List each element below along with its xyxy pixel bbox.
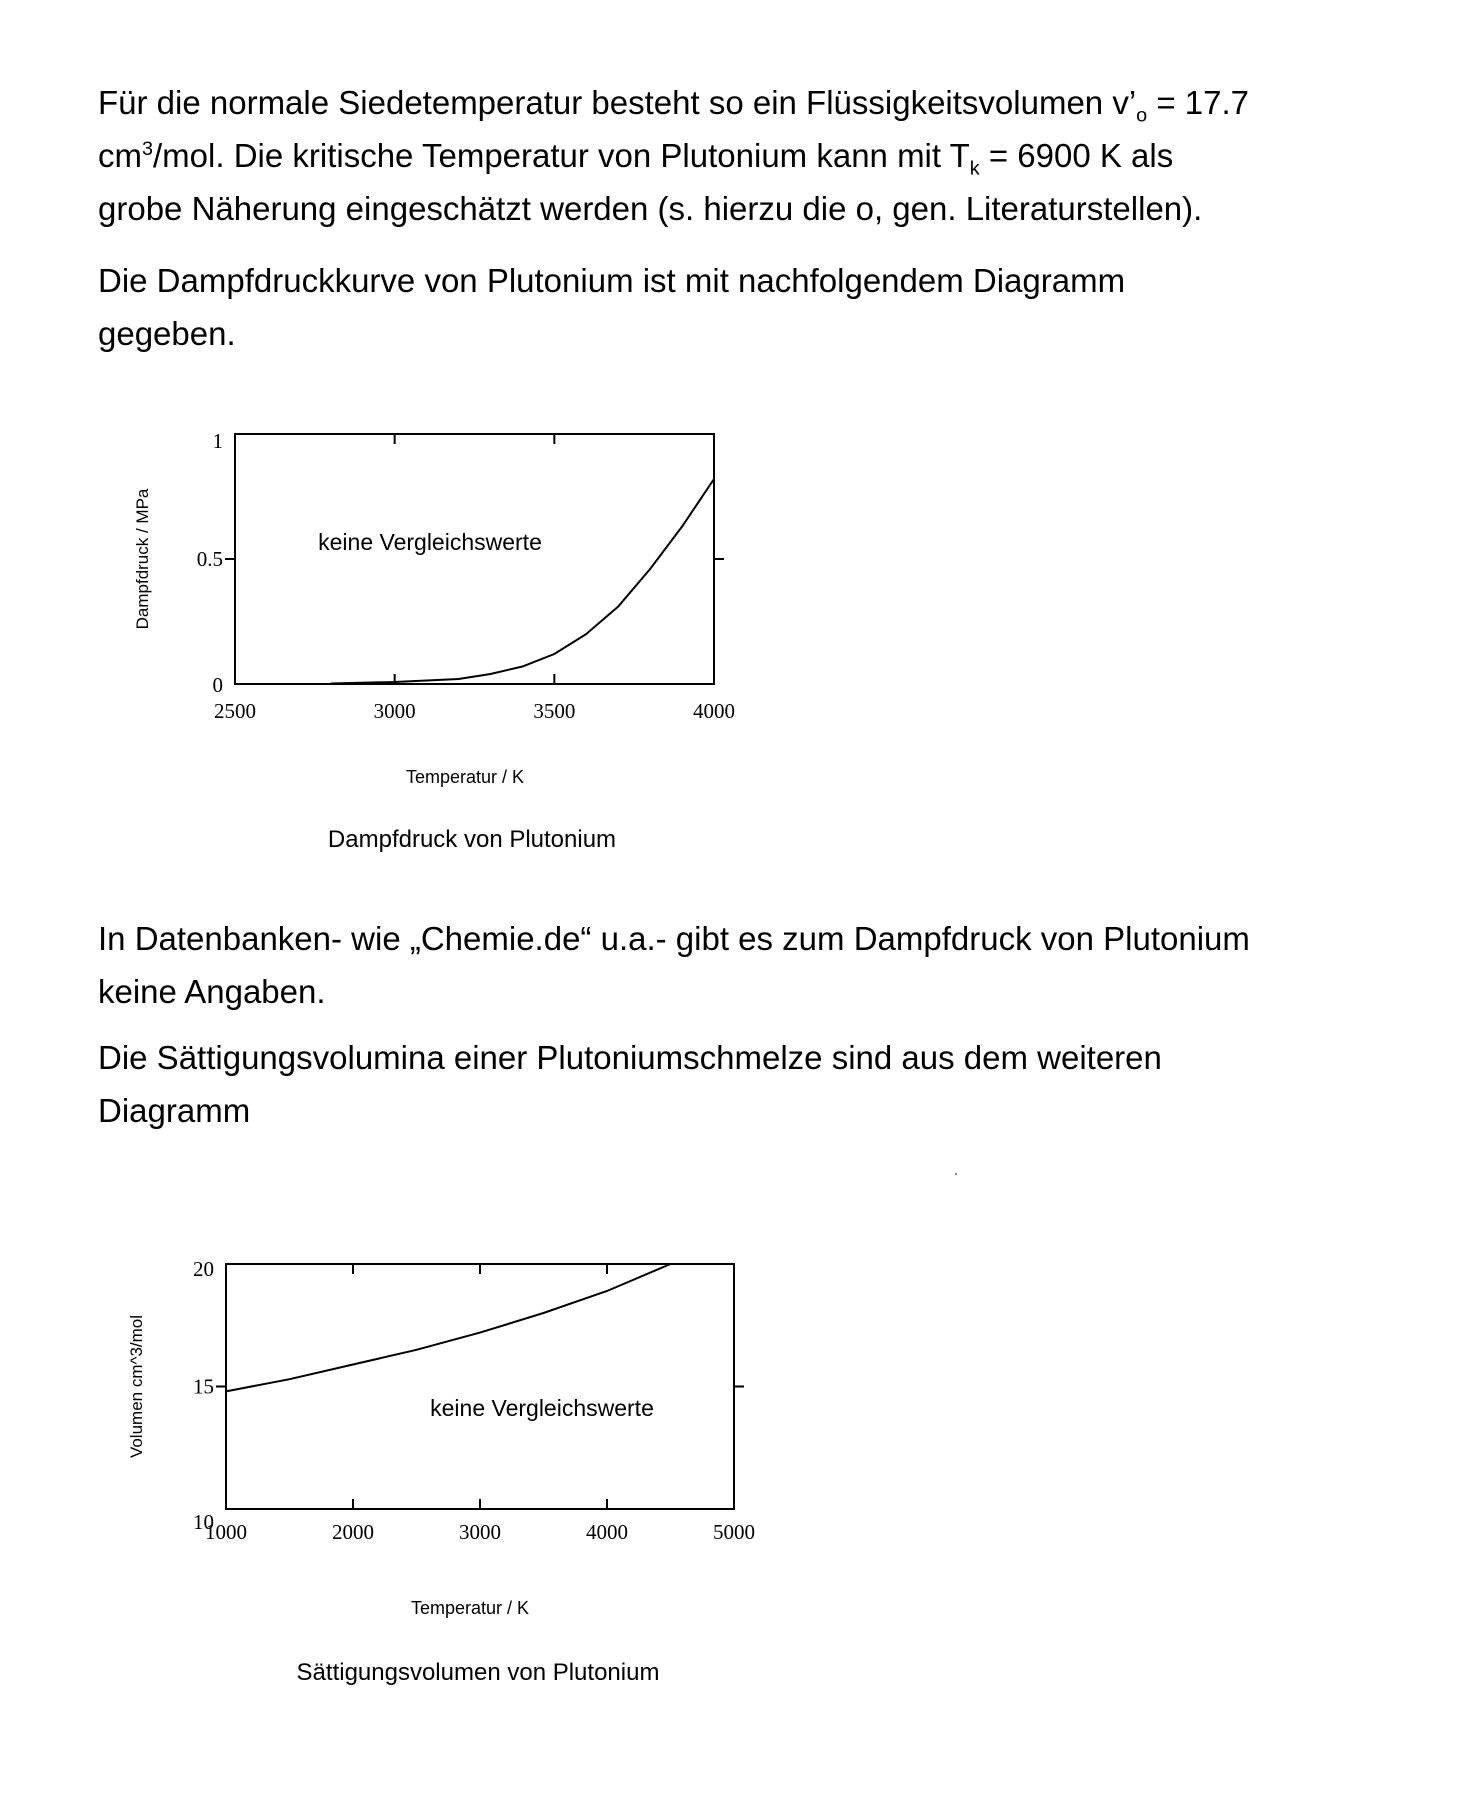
paragraph-databases: In Datenbanken- wie „Chemie.de“ u.a.- gibt es zum Dampfdruck von Plutonium keine Angaben.	[98, 920, 1250, 1010]
figure-caption: Sättigungsvolumen von Plutonium	[296, 1659, 660, 1686]
y-tick-label: 15	[193, 1374, 214, 1399]
x-tick-label: 4000	[693, 699, 735, 723]
paragraph-saturation-volume-intro: Die Sättigungsvolumina einer Plutoniumschmelze sind aus dem weiteren Diagramm	[98, 1039, 1162, 1129]
y-axis-label: Dampfdruck / MPa	[133, 488, 152, 630]
annotation-label: keine Vergleichswerte	[430, 1395, 654, 1421]
x-axis-label: Temperatur / K	[410, 1598, 530, 1618]
figure-caption: Dampfdruck von Plutonium	[327, 826, 617, 853]
y-tick-label: 10	[193, 1510, 214, 1534]
x-tick-label: 3000	[373, 699, 416, 723]
y-axis-label: Volumen cm^3/mol	[127, 1314, 146, 1459]
x-axis-label: Temperatur / K	[405, 767, 525, 787]
speck	[955, 1173, 957, 1175]
annotation-label: keine Vergleichswerte	[318, 529, 542, 555]
x-tick-label: 3500	[533, 699, 576, 723]
paragraph-vapor-pressure-intro: Die Dampfdruckkurve von Plutonium ist mit nachfolgendem Diagramm gegeben.	[98, 262, 1126, 352]
y-tick-label: 20	[193, 1257, 214, 1281]
y-tick-label: 0.5	[196, 547, 223, 571]
series-line	[331, 479, 714, 684]
x-tick-label: 5000	[713, 1520, 755, 1544]
y-tick-label: 0	[212, 673, 223, 697]
x-tick-label: 1000	[205, 1520, 247, 1544]
x-tick-label: 4000	[586, 1520, 628, 1544]
paragraph-boiling-volume: Für die normale Siedetemperatur besteht so ein Flüssigkeitsvolumen $v’_o = 17.7$ $cm^3$/mol. Die kritische Temperatur von Plutonium kann mit $T_k = 6900$ K als grobe Näherung eingeschätzt werden (s. hierzu die o, gen. Literaturstellen).	[98, 84, 1250, 227]
y-tick-label: 1	[212, 429, 223, 453]
series-line	[226, 1264, 671, 1391]
plot-frame	[226, 1264, 734, 1509]
x-tick-label: 2500	[214, 699, 256, 723]
plot-frame	[235, 434, 714, 684]
x-tick-label: 2000	[332, 1520, 374, 1544]
x-tick-label: 3000	[459, 1520, 501, 1544]
